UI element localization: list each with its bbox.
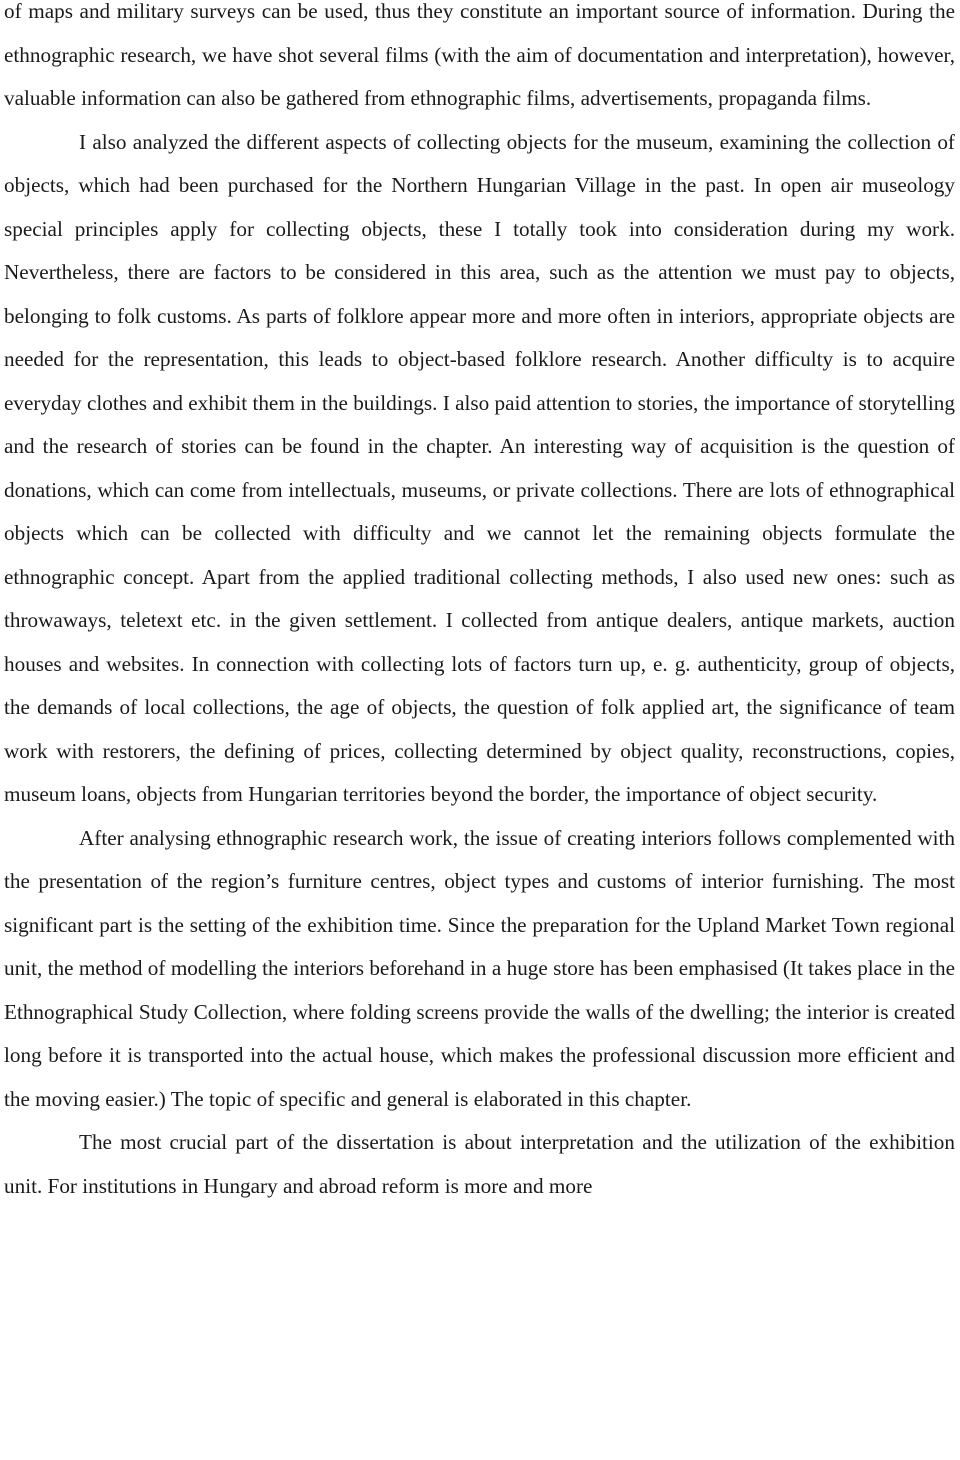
paragraph-interpretation: The most crucial part of the dissertation is about interpretation and the utilization of the exhibition unit. For institutions in Hungary and abroad reform is more and more <box>4 1130 955 1198</box>
paragraph-creating-interiors: After analysing ethnographic research work, the issue of creating interiors follows complemented with the presentation of the region’s furniture centres, object types and customs of interior furnishing. The most significant part is the setting of the exhibition time. Since the preparation for the Upland Market Town regional unit, the method of modelling the interiors beforehand in a huge store has been emphasised (It takes place in the Ethnographical Study Collection, where folding screens provide the walls of the dwelling; the interior is created long before it is transported into the actual house, which makes the professional discussion more efficient and the moving easier.) The topic of specific and general is elaborated in this chapter. <box>4 825 955 1111</box>
paragraph-maps-and-films: of maps and military surveys can be used, thus they constitute an important source of information. During the ethnographic research, we have shot several films (with the aim of documentation and interpretation), however, valuable information can also be gathered from ethnographic films, advertisements, propaganda films. <box>4 0 955 110</box>
document-page <box>4 0 955 1208</box>
paragraph-collecting-objects: I also analyzed the different aspects of collecting objects for the museum, examining the collection of objects, which had been purchased for the Northern Hungarian Village in the past. In open air museology special principles apply for collecting objects, these I totally took into consideration during my work. Nevertheless, there are factors to be considered in this area, such as the attention we must pay to objects, belonging to folk customs. As parts of folklore appear more and more often in interiors, appropriate objects are needed for the representation, this leads to object-based folklore research. Another difficulty is to acquire everyday clothes and exhibit them in the buildings. I also paid attention to stories, the importance of storytelling and the research of stories can be found in the chapter. An interesting way of acquisition is the question of donations, which can come from intellectuals, museums, or private collections. There are lots of ethnographical objects which can be collected with difficulty and we cannot let the remaining objects formulate the ethnographic concept. Apart from the applied traditional collecting methods, I also used new ones: such as throwaways, teletext etc. in the given settlement. I collected from antique dealers, antique markets, auction houses and websites. In connection with collecting lots of factors turn up, e. g. authenticity, group of objects, the demands of local collections, the age of objects, the question of folk applied art, the significance of team work with restorers, the defining of prices, collecting determined by object quality, reconstructions, copies, museum loans, objects from Hungarian territories beyond the border, the importance of object security. <box>4 129 955 806</box>
